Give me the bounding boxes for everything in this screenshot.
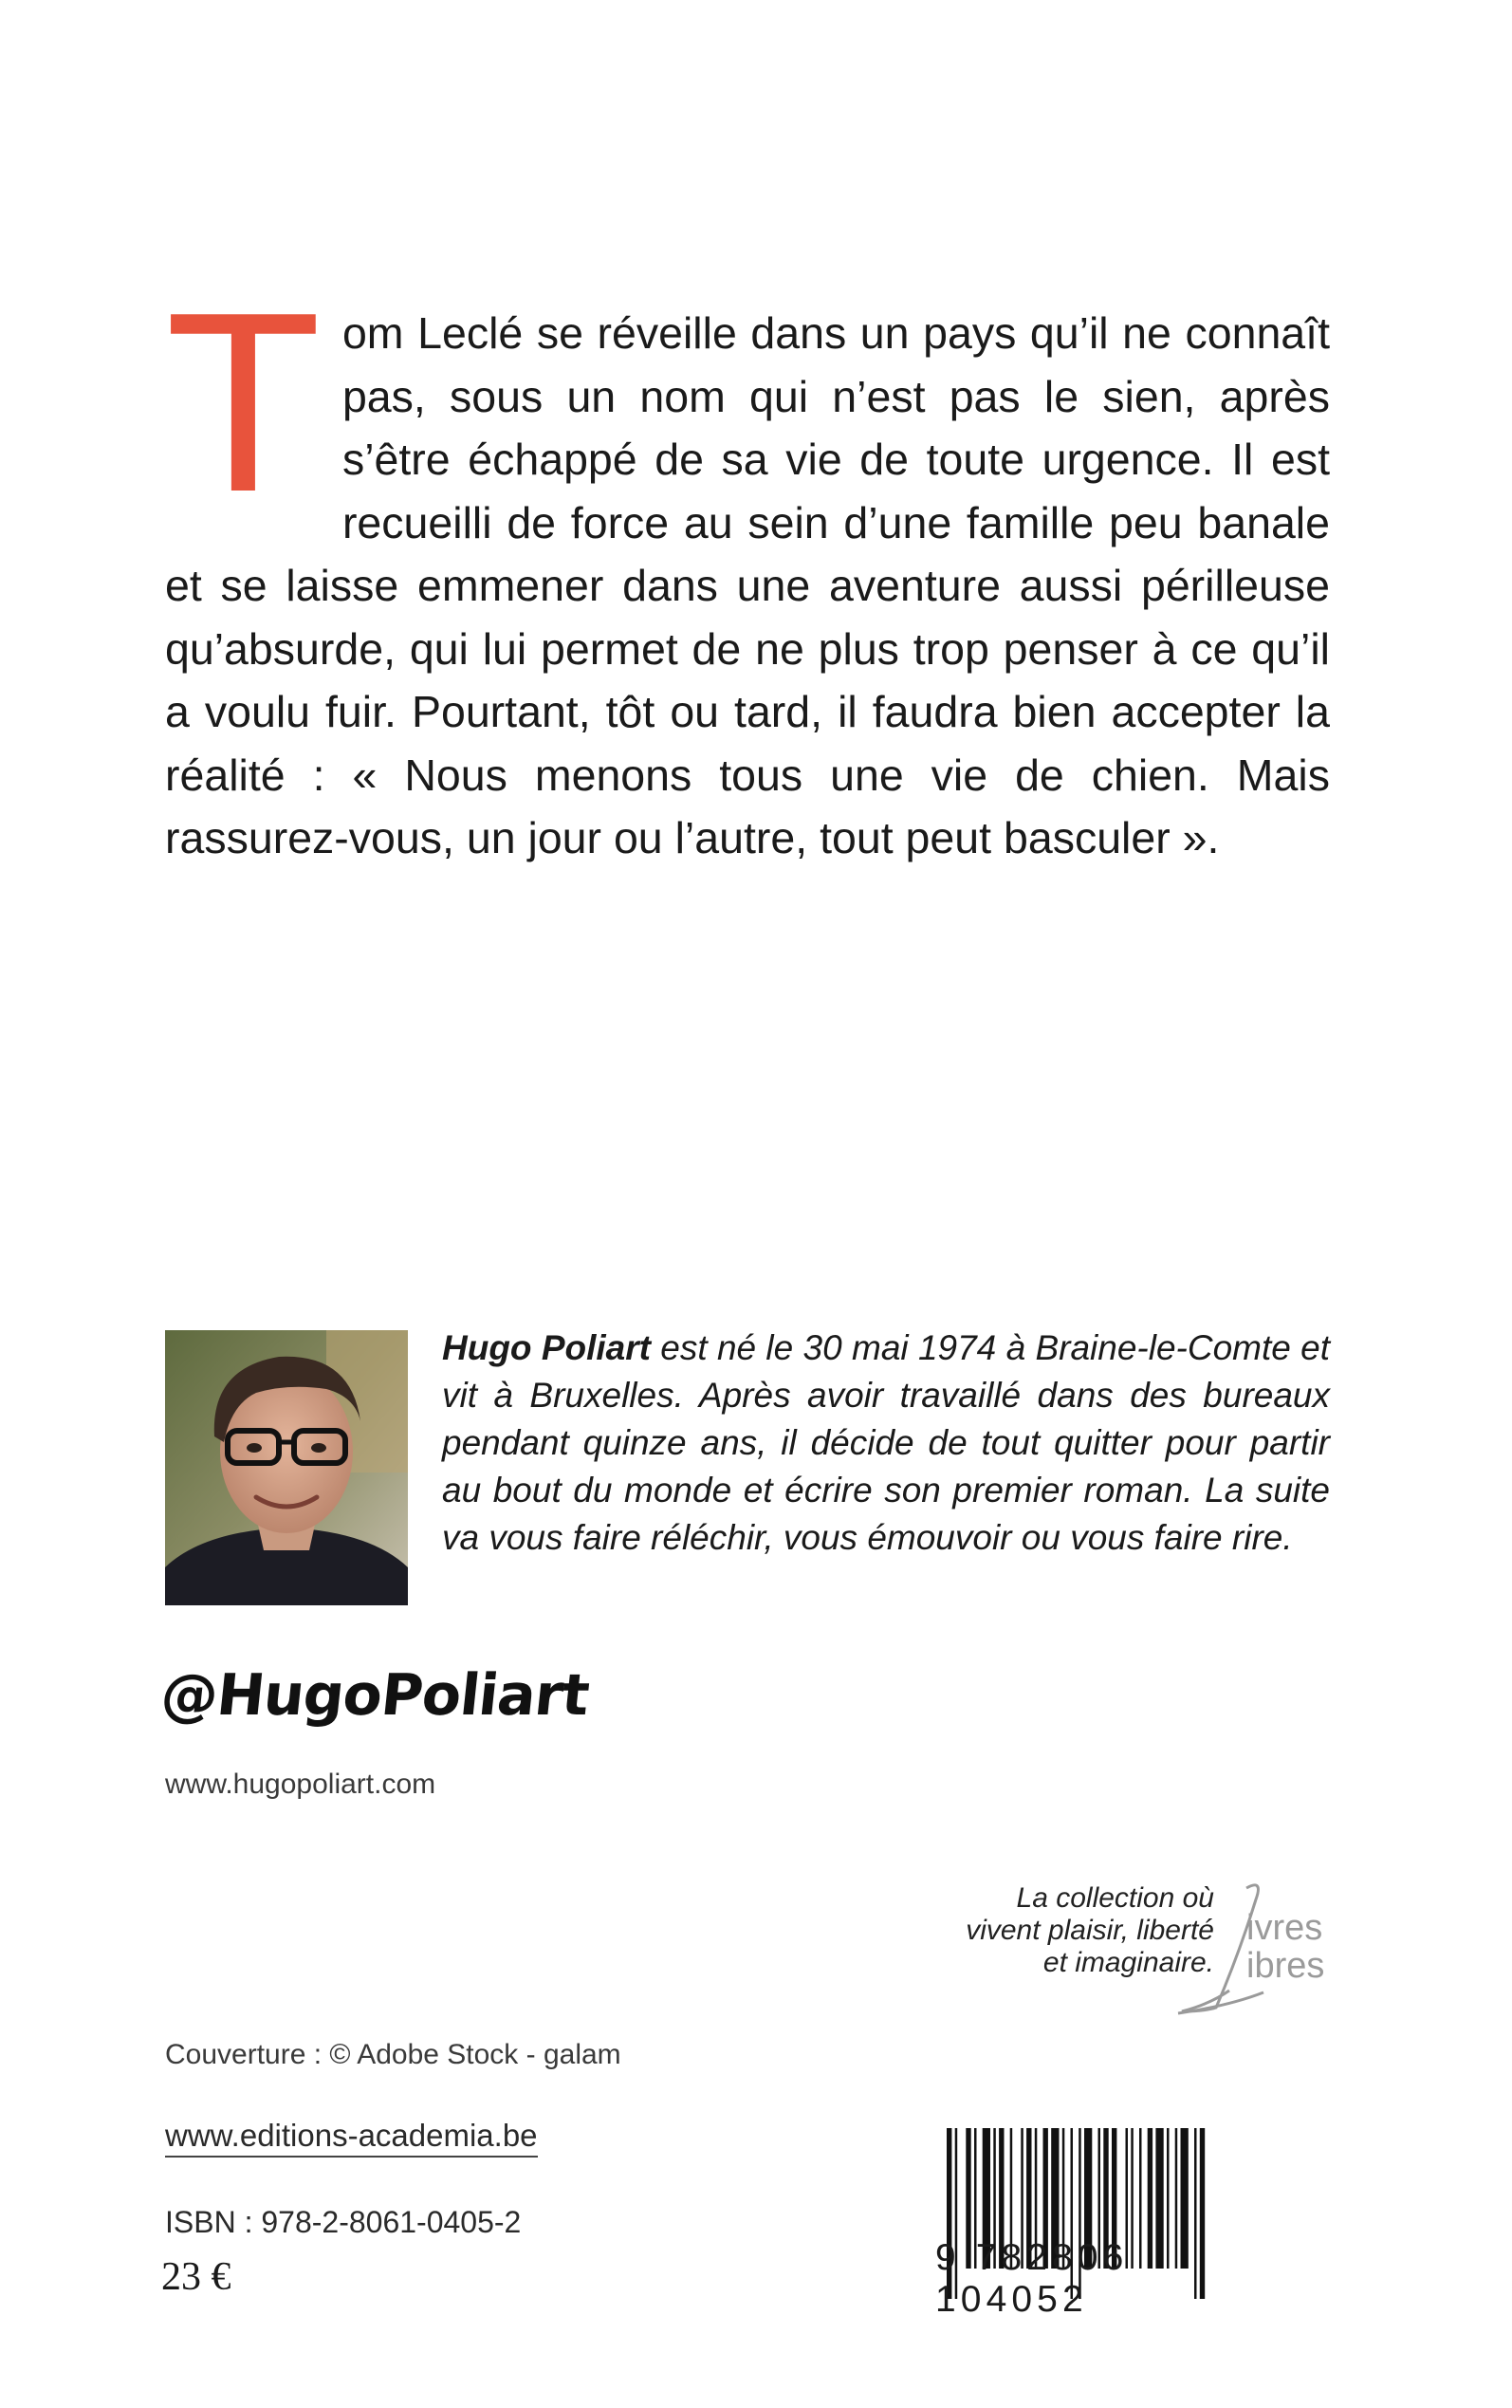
cover-credit: Couverture : © Adobe Stock - galam (165, 2039, 621, 2070)
author-bio (442, 1324, 1330, 1562)
author-photo (165, 1330, 408, 1605)
book-price: 23 € (161, 2255, 231, 2299)
author-portrait-image (165, 1330, 408, 1605)
collection-tagline-line: La collection où (1016, 1882, 1214, 1914)
author-name: Hugo Poliart (442, 1328, 651, 1367)
author-bio-text: est né le 30 mai 1974 à Braine-le-Comte et vit à Bruxelles. Après avoir travaillé dans des bureaux pendant quinze ans, il décide de tout quitter pour partir au bout du monde et écrire son premier roman. La suite va vous faire réléchir, vous émouvoir ou vous faire rire. (442, 1328, 1330, 1557)
logo-text-livres: ivres (1246, 1908, 1323, 1948)
isbn-number: ISBN : 978-2-8061-0405-2 (165, 2205, 522, 2239)
author-social-handle: @HugoPoliart (157, 1662, 592, 1729)
blurb-text: om Leclé se réveille dans un pays qu’il ne connaît pas, sous un nom qui n’est pas le sien, après s’être échappé de sa vie de toute urgence. Il est recueilli de force au sein d’une famille peu banale et se laisse emmener dans une aventure aussi périlleuse qu’absurde, qui lui permet de ne plus trop penser à ce qu’il a voulu fuir. Pourtant, tôt ou tard, il faudra bien accepter la réalité : « Nous menons tous une vie de chien. Mais rassurez-vous, un jour ou l’autre, tout peut basculer ». (165, 308, 1330, 862)
author-website[interactable]: www.hugopoliart.com (165, 1769, 436, 1800)
livres-libres-logo (1172, 1879, 1343, 2021)
barcode-digits: 9 782806 104052 (935, 2237, 1129, 2320)
collection-tagline-line: et imaginaire. (1042, 1947, 1214, 1978)
logo-text-libres: ibres (1246, 1946, 1325, 1986)
collection-tagline (911, 1882, 1214, 1979)
publisher-website-link[interactable]: www.editions-academia.be (165, 2118, 538, 2158)
back-cover-blurb (165, 260, 1330, 870)
drop-cap-letter: T (165, 260, 322, 546)
collection-tagline-line: vivent plaisir, liberté (966, 1915, 1214, 1946)
